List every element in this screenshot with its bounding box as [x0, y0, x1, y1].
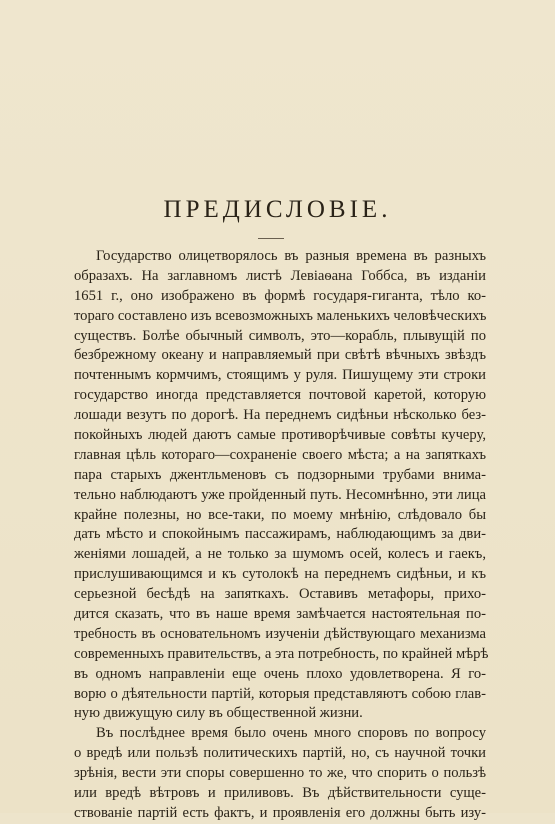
text-line: образахъ. На заглавномъ листѣ Левіаѳана Гоббса, въ изданіи	[74, 267, 486, 284]
text-line: зрѣнія, вести эти споры совершенно то же, что спорить о пользѣ	[74, 765, 486, 782]
text-line: ную движущую силу въ общественной жизни.	[74, 705, 363, 722]
text-line: ствованіе партій есть фактъ, и проявленія его должны быть изу-	[74, 804, 486, 821]
text-line: пара старыхъ джентльменовъ съ подзорными трубами внима-	[74, 466, 486, 483]
text-line: о вредѣ или пользѣ политическихъ партій, но, съ научной точки	[74, 745, 486, 762]
chapter-title: ПРЕДИСЛОВІЕ.	[163, 196, 392, 223]
text-line: тораго составлено изъ всевозможныхъ маленькихъ человѣческихъ	[74, 307, 487, 324]
text-line: въ одномъ направленіи еще очень плохо удовлетворена. Я го-	[74, 665, 486, 682]
text-line: серьезной бесѣдѣ на запяткахъ. Оставивъ метафоры, прихо-	[74, 586, 486, 603]
text-line: требность въ основательномъ изученіи дѣйствующаго механизма	[74, 625, 486, 642]
text-line: или вредѣ вѣтровъ и приливовъ. Въ дѣйствительности суще-	[74, 785, 486, 802]
text-line: покойныхъ людей даютъ самые противорѣчивые совѣты кучеру,	[74, 427, 486, 444]
text-line: женіями лошадей, а не только за шумомъ осей, колесъ и гаекъ,	[74, 546, 486, 563]
text-line: тельно наблюдаютъ уже пройденный путь. Несомнѣнно, эти лица	[74, 486, 486, 503]
text-line: дать мѣсто и спокойнымъ пассажирамъ, наблюдающимъ за дви-	[74, 526, 486, 543]
text-line: почтеннымъ кормчимъ, стоящимъ у руля. Пишущему эти строки	[74, 367, 486, 384]
text-line: современныхъ правительствъ, а эта потребность, по крайней мѣрѣ	[74, 645, 489, 662]
body-text	[74, 247, 489, 824]
text-line: ворю о дѣятельности партій, которыя представляютъ собою глав-	[74, 685, 486, 702]
title-rule	[258, 238, 284, 239]
text-line: государство иногда представляется почтовой каретой, которую	[74, 387, 486, 404]
text-line: Въ послѣднее время было очень много споровъ по вопросу	[96, 725, 486, 742]
text-line: безбрежному океану и направляемый при свѣтѣ вѣчныхъ звѣздъ	[74, 347, 486, 364]
text-line: прислушивающимся и къ сутолокѣ на переднемъ сидѣньи, и къ	[74, 566, 486, 583]
text-line: главная цѣль котораго—сохраненіе своего мѣста; а на запяткахъ	[74, 446, 486, 463]
text-line: Государство олицетворялось въ разныя времена въ разныхъ	[96, 248, 486, 264]
text-line: крайне полезны, но все-таки, по моему мнѣнію, слѣдовало бы	[74, 506, 486, 523]
text-line: дится сказать, что въ наше время замѣчается настоятельная по-	[74, 606, 486, 623]
text-line: 1651 г., оно изображено въ формѣ государя-гиганта, тѣло ко-	[74, 287, 486, 304]
text-line: существъ. Болѣе обычный символъ, это—корабль, плывущій по	[74, 327, 486, 344]
text-line: лошади везутъ по дорогѣ. На переднемъ сидѣньи нѣсколько без-	[74, 407, 486, 424]
